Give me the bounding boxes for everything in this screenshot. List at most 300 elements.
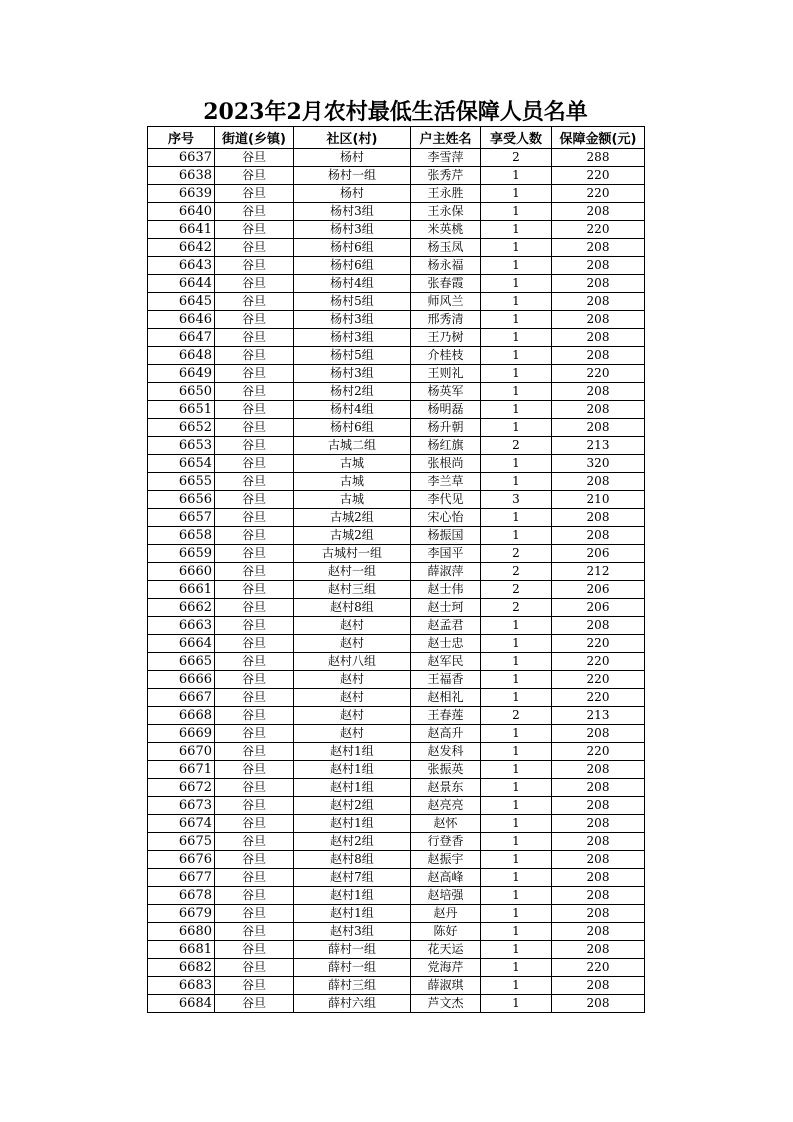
amount-cell: 208: [552, 977, 645, 995]
community-cell: 古城: [294, 455, 411, 473]
persons-cell: 1: [481, 365, 552, 383]
householder-cell: 杨明磊: [411, 401, 481, 419]
amount-cell: 208: [552, 257, 645, 275]
householder-cell: 邢秀清: [411, 311, 481, 329]
serial-cell: 6645: [148, 293, 215, 311]
page-title: 2023年2月农村最低生活保障人员名单: [203, 99, 588, 125]
serial-cell: 6648: [148, 347, 215, 365]
persons-cell: 1: [481, 779, 552, 797]
householder-cell: 杨振国: [411, 527, 481, 545]
table-row: [148, 293, 645, 311]
street-cell: 谷旦: [215, 977, 294, 995]
table-row: [148, 149, 645, 167]
street-cell: 谷旦: [215, 401, 294, 419]
table-row: [148, 509, 645, 527]
serial-cell: 6654: [148, 455, 215, 473]
community-cell: 赵村: [294, 635, 411, 653]
community-cell: 杨村3组: [294, 221, 411, 239]
community-cell: 古城村一组: [294, 545, 411, 563]
amount-cell: 208: [552, 275, 645, 293]
community-cell: 赵村2组: [294, 833, 411, 851]
table-row: [148, 815, 645, 833]
header-householder: 户主姓名: [411, 127, 481, 149]
street-cell: 谷旦: [215, 941, 294, 959]
householder-cell: 介桂枝: [411, 347, 481, 365]
header-serial: 序号: [148, 127, 215, 149]
street-cell: 谷旦: [215, 365, 294, 383]
table-row: [148, 959, 645, 977]
householder-cell: 赵相礼: [411, 689, 481, 707]
householder-cell: 宋心怡: [411, 509, 481, 527]
community-cell: 古城2组: [294, 527, 411, 545]
householder-cell: 赵亮亮: [411, 797, 481, 815]
householder-cell: 赵高峰: [411, 869, 481, 887]
serial-cell: 6656: [148, 491, 215, 509]
persons-cell: 1: [481, 833, 552, 851]
householder-cell: 薛淑琪: [411, 977, 481, 995]
persons-cell: 1: [481, 311, 552, 329]
serial-cell: 6639: [148, 185, 215, 203]
serial-cell: 6671: [148, 761, 215, 779]
serial-cell: 6682: [148, 959, 215, 977]
persons-cell: 1: [481, 797, 552, 815]
amount-cell: 213: [552, 437, 645, 455]
street-cell: 谷旦: [215, 851, 294, 869]
amount-cell: 208: [552, 311, 645, 329]
amount-cell: 208: [552, 383, 645, 401]
street-cell: 谷旦: [215, 905, 294, 923]
amount-cell: 206: [552, 581, 645, 599]
table-row: [148, 221, 645, 239]
table-row: [148, 761, 645, 779]
serial-cell: 6658: [148, 527, 215, 545]
street-cell: 谷旦: [215, 419, 294, 437]
amount-cell: 208: [552, 347, 645, 365]
amount-cell: 210: [552, 491, 645, 509]
table-row: [148, 275, 645, 293]
table-row: [148, 599, 645, 617]
householder-cell: 陈好: [411, 923, 481, 941]
serial-cell: 6670: [148, 743, 215, 761]
serial-cell: 6672: [148, 779, 215, 797]
serial-cell: 6674: [148, 815, 215, 833]
community-cell: 赵村7组: [294, 869, 411, 887]
street-cell: 谷旦: [215, 599, 294, 617]
serial-cell: 6676: [148, 851, 215, 869]
street-cell: 谷旦: [215, 257, 294, 275]
table-row: [148, 545, 645, 563]
community-cell: 杨村6组: [294, 419, 411, 437]
street-cell: 谷旦: [215, 185, 294, 203]
table-row: [148, 203, 645, 221]
street-cell: 谷旦: [215, 923, 294, 941]
serial-cell: 6664: [148, 635, 215, 653]
persons-cell: 1: [481, 617, 552, 635]
table-row: [148, 311, 645, 329]
table-row: [148, 527, 645, 545]
amount-cell: 208: [552, 617, 645, 635]
community-cell: 薛村六组: [294, 995, 411, 1013]
persons-cell: 1: [481, 293, 552, 311]
serial-cell: 6675: [148, 833, 215, 851]
serial-cell: 6646: [148, 311, 215, 329]
persons-cell: 1: [481, 473, 552, 491]
householder-cell: 王永胜: [411, 185, 481, 203]
persons-cell: 1: [481, 401, 552, 419]
street-cell: 谷旦: [215, 473, 294, 491]
header-persons: 享受人数: [481, 127, 552, 149]
table-row: [148, 833, 645, 851]
table-row: [148, 473, 645, 491]
persons-cell: 1: [481, 815, 552, 833]
amount-cell: 220: [552, 635, 645, 653]
street-cell: 谷旦: [215, 797, 294, 815]
serial-cell: 6657: [148, 509, 215, 527]
persons-cell: 2: [481, 563, 552, 581]
table-row: [148, 185, 645, 203]
persons-cell: 1: [481, 527, 552, 545]
householder-cell: 李国平: [411, 545, 481, 563]
community-cell: 赵村八组: [294, 653, 411, 671]
persons-cell: 1: [481, 329, 552, 347]
householder-cell: 赵培强: [411, 887, 481, 905]
householder-cell: 薛淑萍: [411, 563, 481, 581]
householder-cell: 王福香: [411, 671, 481, 689]
table-row: [148, 995, 645, 1013]
householder-cell: 杨红旗: [411, 437, 481, 455]
street-cell: 谷旦: [215, 995, 294, 1013]
header-row: [148, 127, 645, 149]
persons-cell: 2: [481, 599, 552, 617]
community-cell: 赵村1组: [294, 779, 411, 797]
community-cell: 赵村2组: [294, 797, 411, 815]
amount-cell: 220: [552, 167, 645, 185]
amount-cell: 220: [552, 221, 645, 239]
street-cell: 谷旦: [215, 743, 294, 761]
table-row: [148, 689, 645, 707]
serial-cell: 6644: [148, 275, 215, 293]
persons-cell: 1: [481, 653, 552, 671]
amount-cell: 208: [552, 833, 645, 851]
serial-cell: 6662: [148, 599, 215, 617]
persons-cell: 1: [481, 959, 552, 977]
serial-cell: 6649: [148, 365, 215, 383]
amount-cell: 220: [552, 185, 645, 203]
table-row: [148, 419, 645, 437]
serial-cell: 6659: [148, 545, 215, 563]
serial-cell: 6679: [148, 905, 215, 923]
persons-cell: 1: [481, 455, 552, 473]
header-amount: 保障金额(元): [552, 127, 645, 149]
serial-cell: 6661: [148, 581, 215, 599]
community-cell: 杨村6组: [294, 239, 411, 257]
persons-cell: 1: [481, 743, 552, 761]
street-cell: 谷旦: [215, 221, 294, 239]
community-cell: 赵村1组: [294, 887, 411, 905]
street-cell: 谷旦: [215, 887, 294, 905]
householder-cell: 杨永福: [411, 257, 481, 275]
amount-cell: 208: [552, 905, 645, 923]
persons-cell: 1: [481, 671, 552, 689]
serial-cell: 6683: [148, 977, 215, 995]
householder-cell: 花天运: [411, 941, 481, 959]
header-street: 街道(乡镇): [215, 127, 294, 149]
serial-cell: 6640: [148, 203, 215, 221]
amount-cell: 288: [552, 149, 645, 167]
community-cell: 古城二组: [294, 437, 411, 455]
serial-cell: 6665: [148, 653, 215, 671]
amount-cell: 213: [552, 707, 645, 725]
table-row: [148, 653, 645, 671]
serial-cell: 6647: [148, 329, 215, 347]
persons-cell: 1: [481, 185, 552, 203]
persons-cell: 1: [481, 419, 552, 437]
householder-cell: 米英桃: [411, 221, 481, 239]
persons-cell: 1: [481, 977, 552, 995]
community-cell: 薛村三组: [294, 977, 411, 995]
amount-cell: 208: [552, 473, 645, 491]
householder-cell: 杨玉凤: [411, 239, 481, 257]
table-row: [148, 671, 645, 689]
amount-cell: 220: [552, 365, 645, 383]
street-cell: 谷旦: [215, 671, 294, 689]
householder-cell: 赵士珂: [411, 599, 481, 617]
householder-cell: 赵士忠: [411, 635, 481, 653]
community-cell: 古城: [294, 473, 411, 491]
amount-cell: 208: [552, 239, 645, 257]
householder-cell: 党海芹: [411, 959, 481, 977]
table-row: [148, 779, 645, 797]
table-row: [148, 725, 645, 743]
street-cell: 谷旦: [215, 491, 294, 509]
street-cell: 谷旦: [215, 635, 294, 653]
street-cell: 谷旦: [215, 959, 294, 977]
community-cell: 杨村5组: [294, 293, 411, 311]
persons-cell: 1: [481, 995, 552, 1013]
householder-cell: 张春霞: [411, 275, 481, 293]
persons-cell: 1: [481, 635, 552, 653]
street-cell: 谷旦: [215, 815, 294, 833]
amount-cell: 208: [552, 851, 645, 869]
community-cell: 杨村3组: [294, 311, 411, 329]
street-cell: 谷旦: [215, 311, 294, 329]
community-cell: 杨村4组: [294, 275, 411, 293]
persons-cell: 1: [481, 257, 552, 275]
serial-cell: 6637: [148, 149, 215, 167]
amount-cell: 208: [552, 887, 645, 905]
serial-cell: 6652: [148, 419, 215, 437]
householder-cell: 行登香: [411, 833, 481, 851]
community-cell: 杨村一组: [294, 167, 411, 185]
persons-cell: 1: [481, 347, 552, 365]
householder-cell: 王春莲: [411, 707, 481, 725]
community-cell: 赵村: [294, 689, 411, 707]
table-row: [148, 869, 645, 887]
householder-cell: 杨英军: [411, 383, 481, 401]
table-row: [148, 887, 645, 905]
householder-cell: 张根尚: [411, 455, 481, 473]
serial-cell: 6643: [148, 257, 215, 275]
community-cell: 赵村三组: [294, 581, 411, 599]
householder-cell: 王永保: [411, 203, 481, 221]
householder-cell: 师风兰: [411, 293, 481, 311]
amount-cell: 212: [552, 563, 645, 581]
persons-cell: 1: [481, 923, 552, 941]
householder-cell: 赵景东: [411, 779, 481, 797]
amount-cell: 220: [552, 959, 645, 977]
amount-cell: 206: [552, 599, 645, 617]
persons-cell: 1: [481, 725, 552, 743]
serial-cell: 6680: [148, 923, 215, 941]
householder-cell: 赵发科: [411, 743, 481, 761]
amount-cell: 208: [552, 293, 645, 311]
serial-cell: 6653: [148, 437, 215, 455]
street-cell: 谷旦: [215, 707, 294, 725]
table-row: [148, 905, 645, 923]
table-row: [148, 941, 645, 959]
householder-cell: 王乃树: [411, 329, 481, 347]
persons-cell: 1: [481, 383, 552, 401]
persons-cell: 1: [481, 689, 552, 707]
street-cell: 谷旦: [215, 833, 294, 851]
serial-cell: 6684: [148, 995, 215, 1013]
householder-cell: 李雪萍: [411, 149, 481, 167]
serial-cell: 6641: [148, 221, 215, 239]
table-row: [148, 797, 645, 815]
table-row: [148, 455, 645, 473]
serial-cell: 6638: [148, 167, 215, 185]
community-cell: 杨村3组: [294, 365, 411, 383]
persons-cell: 2: [481, 581, 552, 599]
table-row: [148, 347, 645, 365]
community-cell: 赵村1组: [294, 815, 411, 833]
householder-cell: 芦文杰: [411, 995, 481, 1013]
amount-cell: 208: [552, 419, 645, 437]
serial-cell: 6678: [148, 887, 215, 905]
persons-cell: 1: [481, 869, 552, 887]
amount-cell: 208: [552, 401, 645, 419]
householder-cell: 王则礼: [411, 365, 481, 383]
street-cell: 谷旦: [215, 455, 294, 473]
householder-cell: 李代见: [411, 491, 481, 509]
community-cell: 杨村4组: [294, 401, 411, 419]
table-row: [148, 401, 645, 419]
amount-cell: 220: [552, 689, 645, 707]
street-cell: 谷旦: [215, 545, 294, 563]
street-cell: 谷旦: [215, 689, 294, 707]
serial-cell: 6673: [148, 797, 215, 815]
table-row: [148, 977, 645, 995]
community-cell: 杨村2组: [294, 383, 411, 401]
community-cell: 赵村8组: [294, 851, 411, 869]
table-row: [148, 743, 645, 761]
community-cell: 杨村3组: [294, 329, 411, 347]
community-cell: 古城: [294, 491, 411, 509]
street-cell: 谷旦: [215, 167, 294, 185]
persons-cell: 1: [481, 239, 552, 257]
amount-cell: 208: [552, 527, 645, 545]
table-row: [148, 581, 645, 599]
householder-cell: 赵丹: [411, 905, 481, 923]
persons-cell: 2: [481, 545, 552, 563]
amount-cell: 208: [552, 761, 645, 779]
serial-cell: 6681: [148, 941, 215, 959]
amount-cell: 206: [552, 545, 645, 563]
persons-cell: 1: [481, 203, 552, 221]
amount-cell: 208: [552, 329, 645, 347]
householder-cell: 张秀芹: [411, 167, 481, 185]
amount-cell: 220: [552, 653, 645, 671]
street-cell: 谷旦: [215, 869, 294, 887]
persons-cell: 1: [481, 941, 552, 959]
amount-cell: 320: [552, 455, 645, 473]
street-cell: 谷旦: [215, 203, 294, 221]
community-cell: 杨村6组: [294, 257, 411, 275]
householder-cell: 张振英: [411, 761, 481, 779]
table-row: [148, 365, 645, 383]
amount-cell: 208: [552, 941, 645, 959]
community-cell: 赵村1组: [294, 761, 411, 779]
serial-cell: 6642: [148, 239, 215, 257]
community-cell: 杨村: [294, 149, 411, 167]
persons-cell: 1: [481, 851, 552, 869]
street-cell: 谷旦: [215, 725, 294, 743]
community-cell: 赵村: [294, 671, 411, 689]
householder-cell: 赵军民: [411, 653, 481, 671]
table-row: [148, 491, 645, 509]
community-cell: 赵村1组: [294, 905, 411, 923]
serial-cell: 6667: [148, 689, 215, 707]
persons-cell: 2: [481, 707, 552, 725]
community-cell: 赵村3组: [294, 923, 411, 941]
table-row: [148, 707, 645, 725]
amount-cell: 220: [552, 671, 645, 689]
householder-cell: 赵怀: [411, 815, 481, 833]
amount-cell: 208: [552, 725, 645, 743]
street-cell: 谷旦: [215, 239, 294, 257]
persons-cell: 1: [481, 509, 552, 527]
serial-cell: 6655: [148, 473, 215, 491]
householder-cell: 杨升朝: [411, 419, 481, 437]
street-cell: 谷旦: [215, 293, 294, 311]
persons-cell: 3: [481, 491, 552, 509]
community-cell: 赵村1组: [294, 743, 411, 761]
street-cell: 谷旦: [215, 653, 294, 671]
table-row: [148, 257, 645, 275]
street-cell: 谷旦: [215, 347, 294, 365]
community-cell: 赵村: [294, 707, 411, 725]
amount-cell: 208: [552, 869, 645, 887]
community-cell: 赵村: [294, 617, 411, 635]
community-cell: 赵村: [294, 725, 411, 743]
householder-cell: 赵高升: [411, 725, 481, 743]
amount-cell: 220: [552, 743, 645, 761]
subsidy-table: [147, 126, 645, 1013]
community-cell: 薛村一组: [294, 959, 411, 977]
persons-cell: 1: [481, 905, 552, 923]
street-cell: 谷旦: [215, 761, 294, 779]
community-cell: 赵村一组: [294, 563, 411, 581]
street-cell: 谷旦: [215, 509, 294, 527]
table-row: [148, 563, 645, 581]
table-row: [148, 617, 645, 635]
serial-cell: 6651: [148, 401, 215, 419]
community-cell: 杨村5组: [294, 347, 411, 365]
persons-cell: 1: [481, 221, 552, 239]
table-row: [148, 239, 645, 257]
amount-cell: 208: [552, 509, 645, 527]
table-row: [148, 167, 645, 185]
